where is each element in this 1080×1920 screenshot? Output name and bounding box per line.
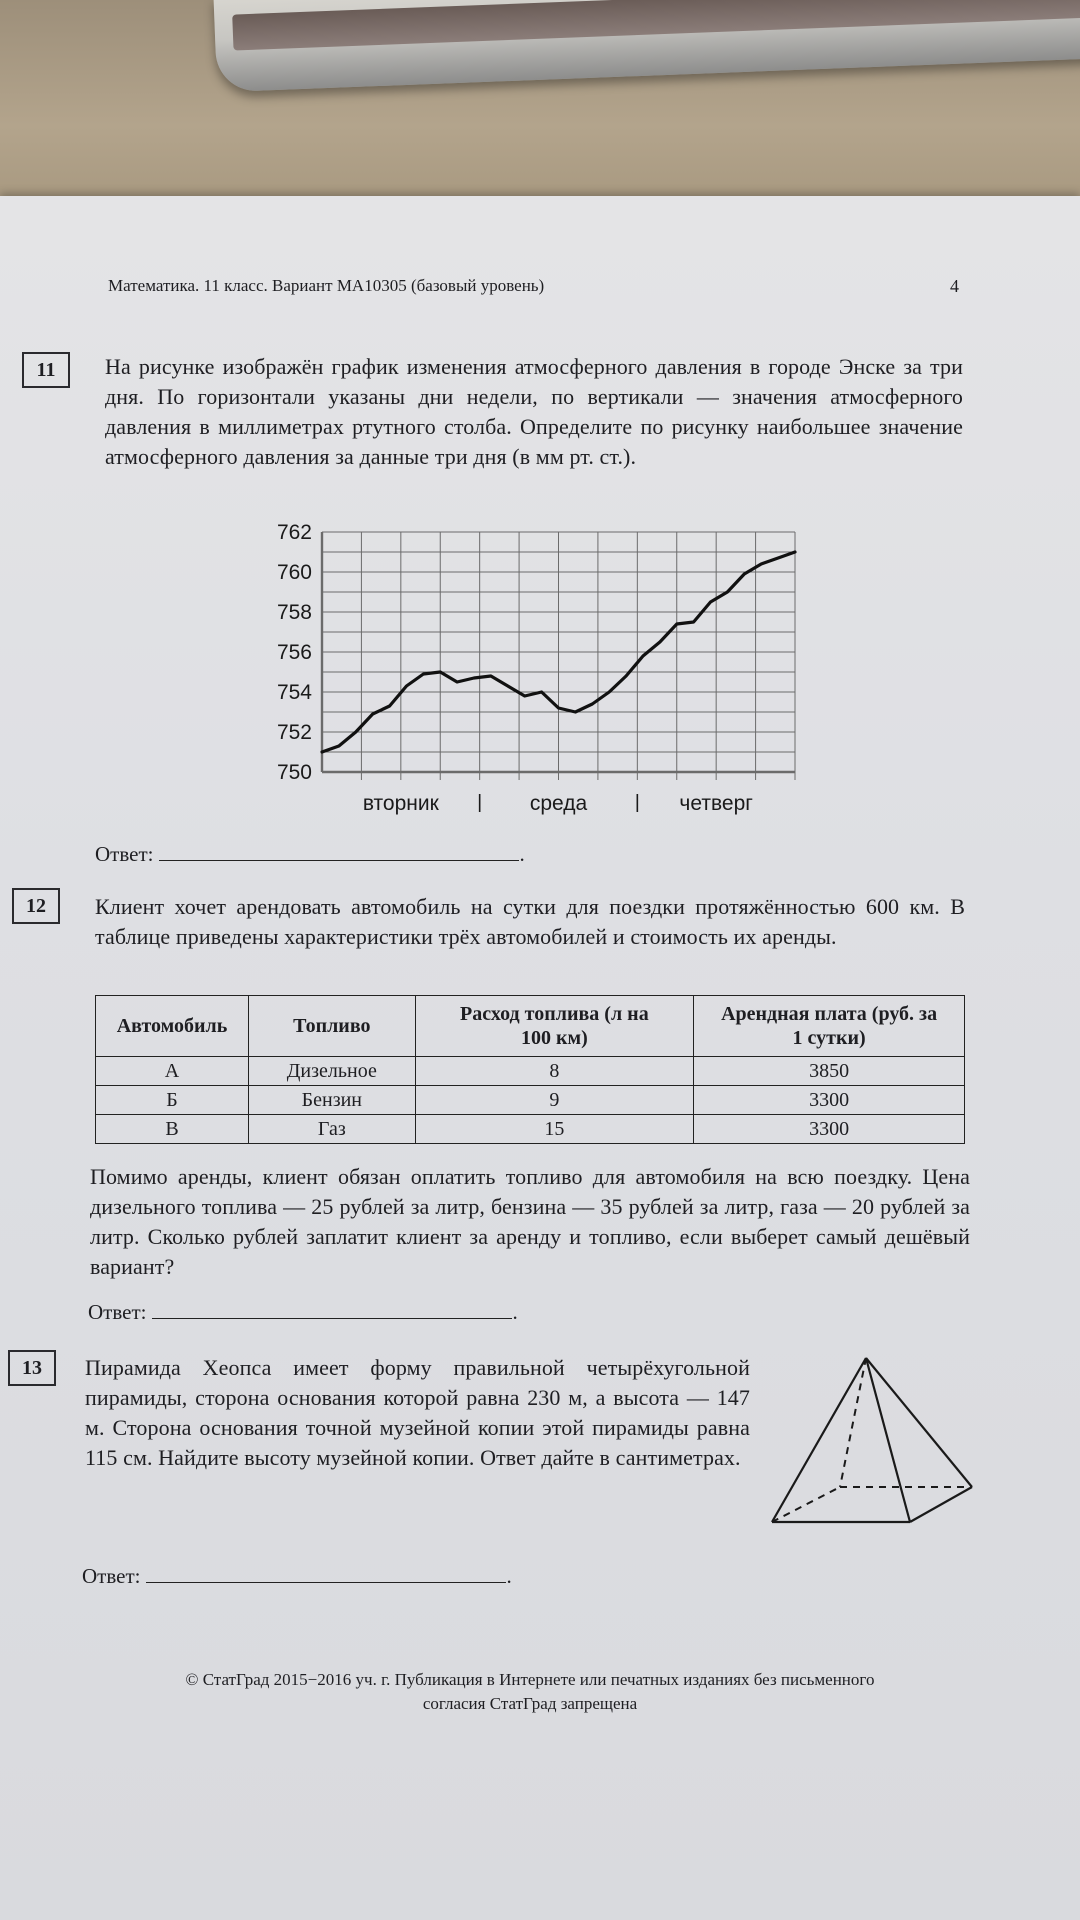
y-tick-label: 760 xyxy=(276,561,312,584)
cell-fuel: Дизельное xyxy=(249,1057,416,1086)
col-header-consumption: Расход топлива (л на 100 км) xyxy=(415,996,694,1057)
answer-field-13[interactable] xyxy=(146,1564,506,1583)
task-11-text: На рисунке изображён график изменения атмосферного давления в городе Энске за три дня. По горизонтали указаны дни недели, по вертикали — значения атмосферного давления в миллиметрах ртутного столба. Определите по рисунку наибольшее значение атмосферного давления за данные три дня (в мм рт. ст.). xyxy=(105,354,963,469)
pyramid-base-edge xyxy=(910,1487,972,1522)
cell-consumption: 9 xyxy=(415,1086,694,1115)
copyright-footer xyxy=(80,1668,980,1716)
pyramid-edge xyxy=(866,1358,910,1522)
y-tick-label: 762 xyxy=(276,521,312,544)
task-13-answer: Ответ: . xyxy=(82,1564,512,1588)
task-11-answer: Ответ: . xyxy=(95,842,525,866)
table-row xyxy=(96,1115,965,1144)
task-12-text: Клиент хочет арендовать автомобиль на сутки для поездки протяжённостью 600 км. В таблице приведены характеристики трёх автомобилей и стоимость их аренды. xyxy=(95,894,965,949)
task-13-text: Пирамида Хеопса имеет форму правильной четырёхугольной пирамиды, сторона основания которой равна 230 м, а высота — 147 м. Сторона основания точной музейной копии этой пирамиды равна 115 см. Найдите высоту музейной копии. Ответ дайте в сантиметрах. xyxy=(85,1355,750,1470)
answer-label: Ответ: xyxy=(95,842,154,866)
y-tick-label: 758 xyxy=(276,601,312,624)
answer-label: Ответ: xyxy=(88,1300,147,1324)
x-category-label: четверг xyxy=(679,792,753,815)
cell-rent: 3300 xyxy=(694,1115,965,1144)
y-tick-label: 752 xyxy=(276,721,312,744)
cell-consumption: 15 xyxy=(415,1115,694,1144)
cell-car: Б xyxy=(96,1086,249,1115)
col-header-car: Автомобиль xyxy=(96,996,249,1057)
cell-consumption: 8 xyxy=(415,1057,694,1086)
answer-label: Ответ: xyxy=(82,1564,141,1588)
answer-field-12[interactable] xyxy=(152,1300,512,1319)
page-number: 4 xyxy=(950,276,959,296)
x-category-label: вторник xyxy=(362,792,439,815)
footer-line-2: согласия СтатГрад запрещена xyxy=(422,1694,638,1713)
footer-line-1: © СтатГрад 2015−2016 уч. г. Публикация в Интернете или печатных изданиях без письменного xyxy=(185,1670,875,1689)
y-tick-label: 756 xyxy=(276,641,312,664)
task-12-answer: Ответ: . xyxy=(88,1300,518,1324)
y-tick-label: 750 xyxy=(276,761,312,784)
cell-rent: 3850 xyxy=(694,1057,965,1086)
chart-grid xyxy=(322,532,795,780)
pressure-chart xyxy=(250,520,810,820)
cell-fuel: Газ xyxy=(249,1115,416,1144)
pyramid-hidden-edge xyxy=(840,1358,866,1487)
x-tick-labels xyxy=(363,792,753,815)
y-tick-label: 754 xyxy=(276,681,312,704)
task-12-text-2: Помимо аренды, клиент обязан оплатить топливо для автомобиля на всю поездку. Цена дизельного топлива — 25 рублей за литр, бензина — 35 рублей за литр, газа — 20 рублей за литр. Сколько рублей заплатит клиент за аренду и топливо, если выберет самый дешёвый вариант? xyxy=(90,1164,970,1279)
y-tick-labels xyxy=(277,521,312,784)
x-category-label: среда xyxy=(529,792,588,815)
table-row xyxy=(96,1057,965,1086)
cell-fuel: Бензин xyxy=(249,1086,416,1115)
table-row xyxy=(96,1086,965,1115)
task-number-11: 11 xyxy=(22,352,70,388)
cell-rent: 3300 xyxy=(694,1086,965,1115)
page-header: Математика. 11 класс. Вариант МА10305 (базовый уровень) xyxy=(108,276,545,295)
cell-car: А xyxy=(96,1057,249,1086)
task-number-12: 12 xyxy=(12,888,60,924)
table-header-row xyxy=(96,996,965,1057)
pyramid-edge xyxy=(866,1358,972,1487)
col-header-fuel: Топливо xyxy=(249,996,416,1057)
task-number-13: 13 xyxy=(8,1350,56,1386)
col-header-rent: Арендная плата (руб. за 1 сутки) xyxy=(694,996,965,1057)
cars-table xyxy=(95,995,965,1144)
cell-car: В xyxy=(96,1115,249,1144)
pyramid-figure xyxy=(760,1352,980,1532)
answer-field-11[interactable] xyxy=(159,842,519,861)
